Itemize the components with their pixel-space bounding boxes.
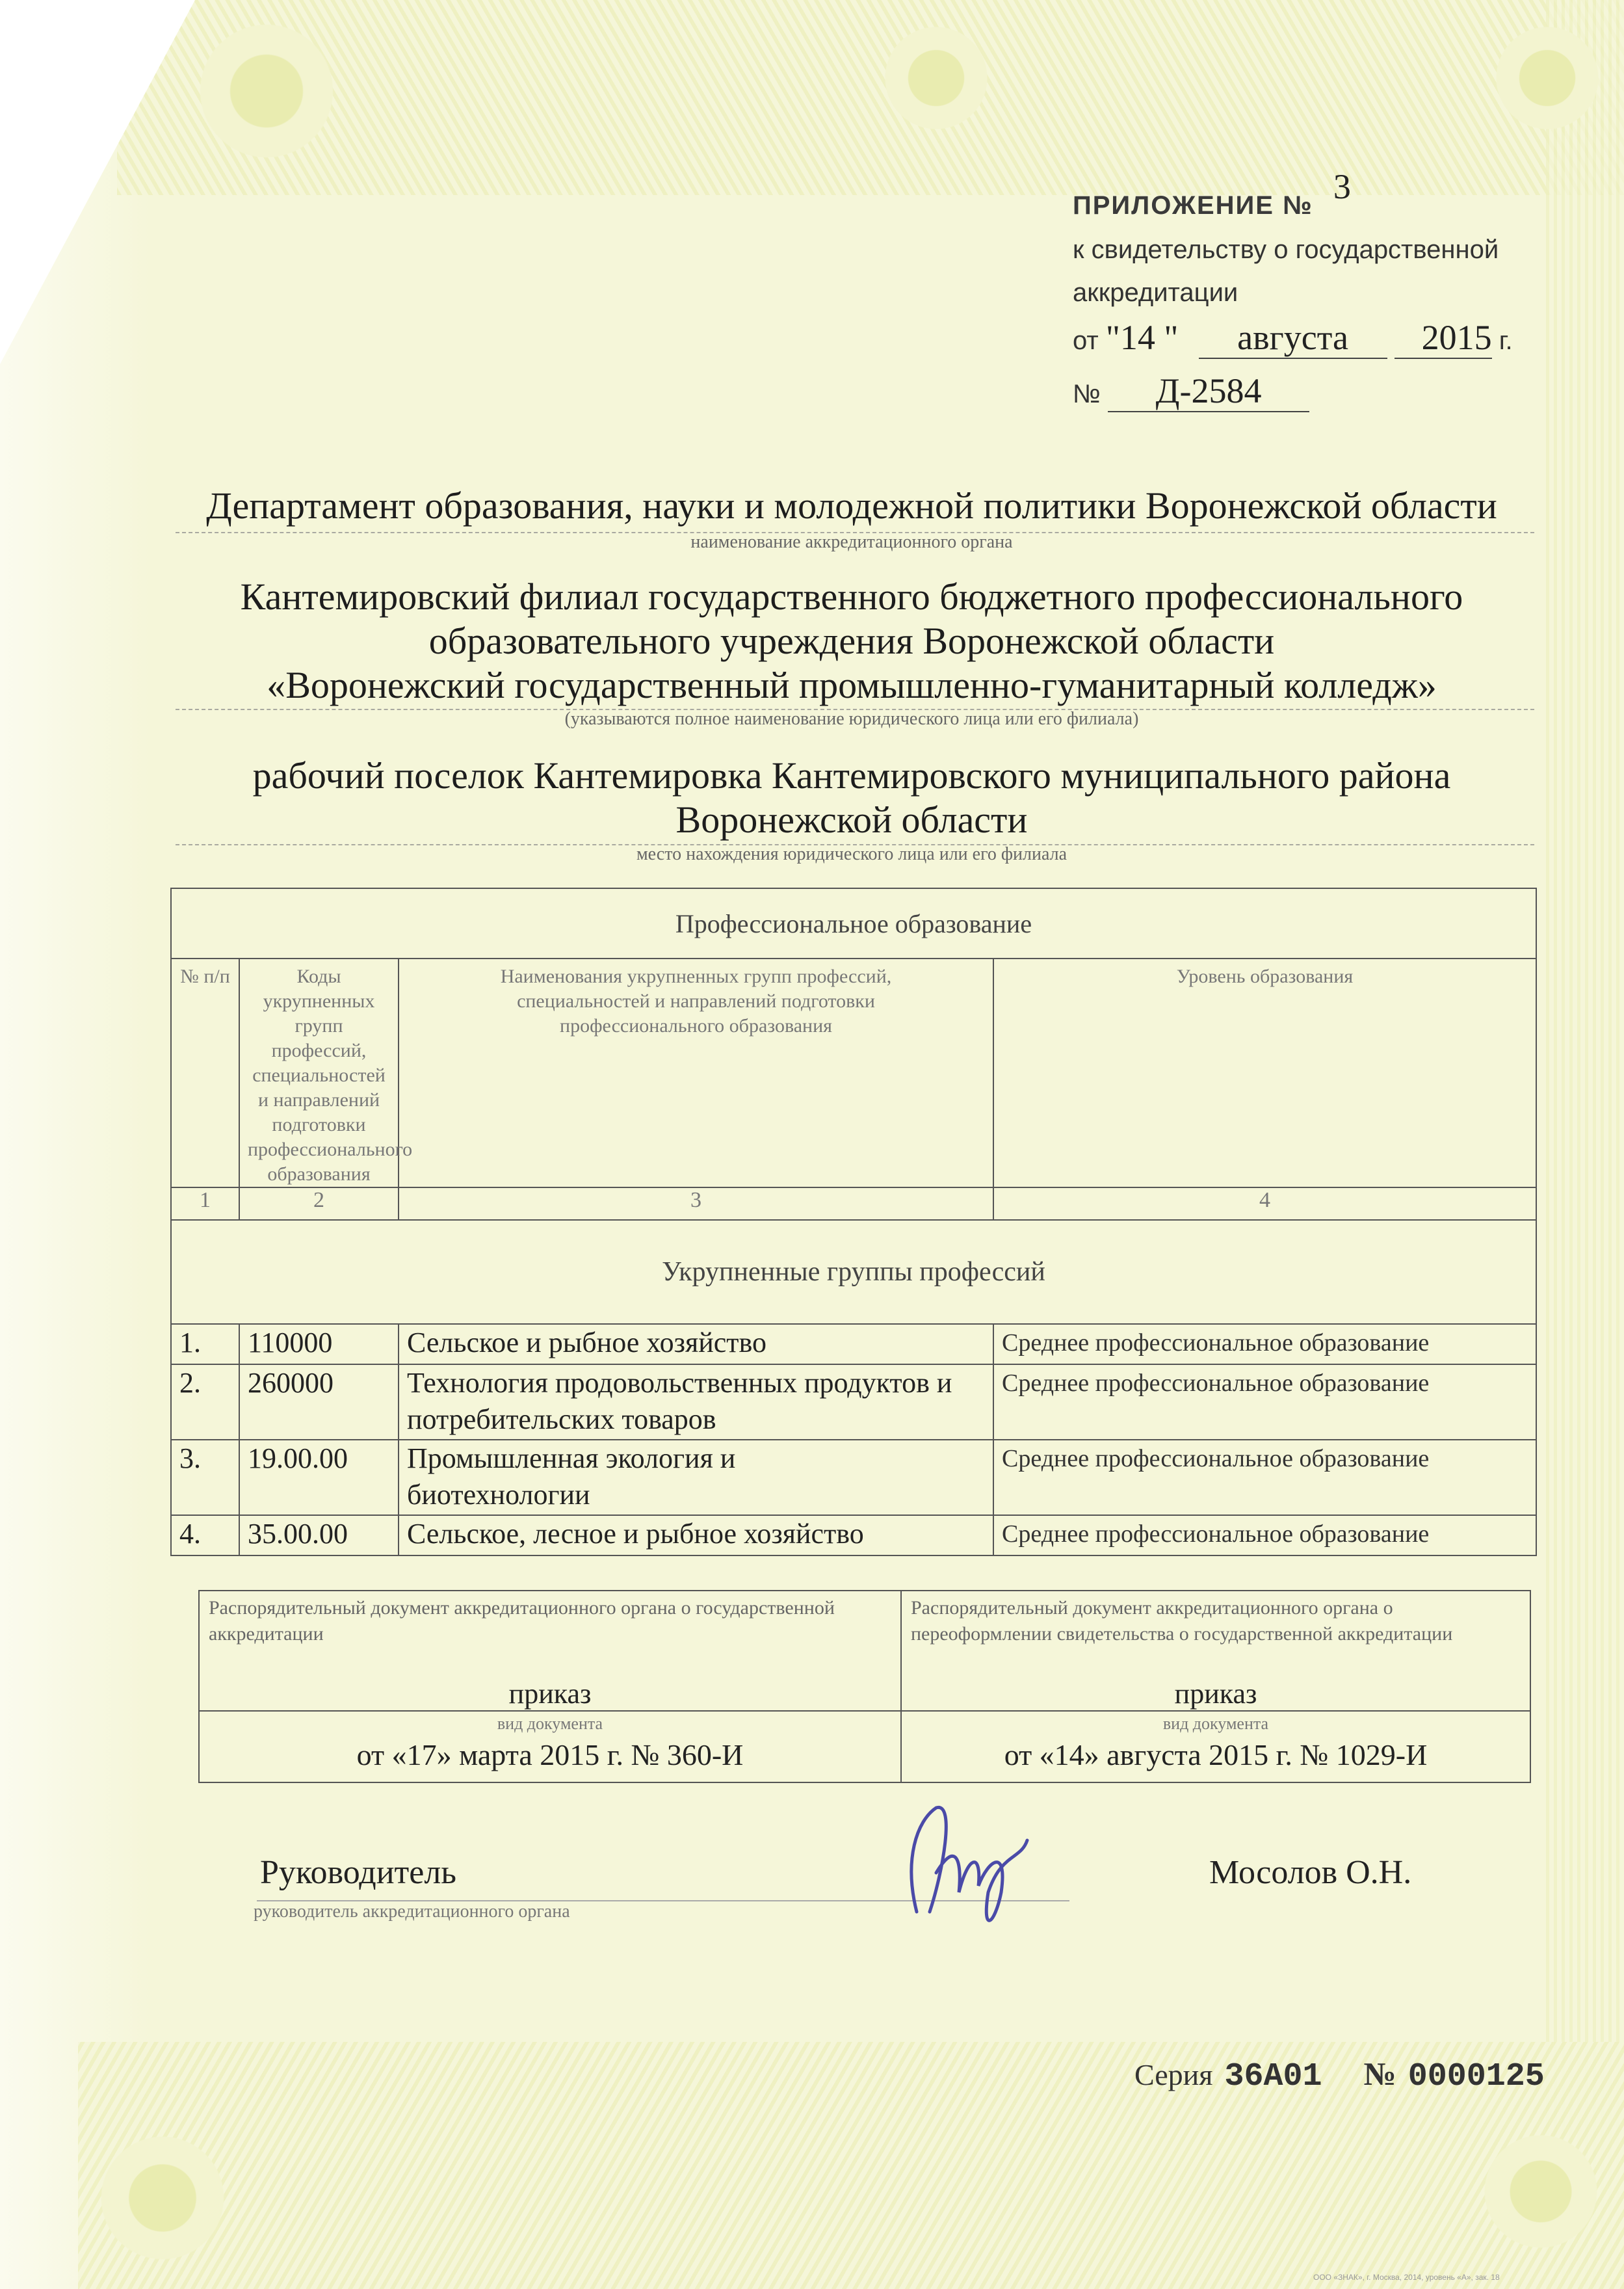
ornament-bottom-right [1469,2120,1612,2263]
documents-table [198,1590,1531,1783]
folded-corner [0,0,195,364]
documents-bottom-row [199,1711,1530,1782]
authority-name: Департамент образования, науки и молодежной политики Воронежской области [206,484,1497,527]
row-name: Сельское и рыбное хозяйство [399,1324,993,1364]
date-year: 2015 [1395,317,1492,359]
header-level: Уровень образования [993,959,1536,1187]
table-row [171,1364,1536,1440]
row-code: 19.00.00 [239,1440,399,1515]
row-number: 3. [171,1440,239,1515]
row-name: Технология продовольственных продуктов и потребительских товаров [399,1364,993,1440]
left-document-title: Распорядительный документ аккредитационного органа о государственной аккредитации [209,1597,835,1645]
organization-caption: (указываются полное наименование юридического лица или его филиала) [564,709,1139,729]
table-row [171,1515,1536,1555]
date-year-suffix: г. [1499,326,1513,355]
table-header-row [171,959,1536,1187]
organization-line2: образовательного учреждения Воронежской области [428,620,1275,662]
header-codes: Коды укрупненных групп профессий, специальностей и направлений подготовки профессионального образования [239,959,399,1187]
right-document-date: от «14» августа 2015 г. № 1029-И [1004,1738,1428,1771]
date-month: августа [1199,317,1387,359]
section-title: Укрупненные группы профессий [171,1220,1536,1324]
ornament-top-right [1482,13,1612,143]
column-number-1: 1 [171,1187,239,1220]
left-type-caption: вид документа [497,1714,603,1733]
appendix-line2: аккредитации [1073,278,1238,307]
row-name: Промышленная экология и биотехнологии [399,1440,993,1515]
programs-table [170,888,1537,1556]
table-row [171,1440,1536,1515]
right-document-title: Распорядительный документ аккредитационного органа о переоформлении свидетельства о государственной аккредитации [911,1597,1453,1645]
location-caption: место нахождения юридического лица или его филиала [636,844,1067,864]
series-number-label: № [1363,2056,1396,2092]
cert-number-prefix: № [1073,380,1101,408]
location-line1: рабочий поселок Кантемировка Кантемировского муниципального района [252,754,1451,797]
left-document-date: от «17» марта 2015 г. № 360-И [356,1738,744,1771]
left-document-date-cell [199,1711,901,1782]
row-code: 35.00.00 [239,1515,399,1555]
cert-number: Д-2584 [1108,371,1309,412]
appendix-line1: к свидетельству о государственной [1073,235,1499,264]
ornament-top-left [182,7,351,176]
location-line2: Воронежской области [675,799,1028,841]
signatory-role: Руководитель [260,1854,456,1891]
ornament-bottom-left [85,2120,241,2276]
header-number: № п/п [171,959,239,1187]
row-code: 260000 [239,1364,399,1440]
section-row [171,1220,1536,1324]
authority-caption: наименование аккредитационного органа [690,532,1013,552]
printer-imprint: ООО «ЗНАК», г. Москва, 2014, уровень «А», зак. 18 [1313,2273,1500,2282]
row-level: Среднее профессиональное образование [993,1324,1536,1364]
series-value: 36А01 [1224,2058,1322,2095]
row-name: Сельское, лесное и рыбное хозяйство [399,1515,993,1555]
signature-handwritten [897,1782,1066,1938]
row-number: 2. [171,1364,239,1440]
date-day: "14 " [1105,318,1179,357]
appendix-label: ПРИЛОЖЕНИЕ № [1073,191,1313,220]
table-title: Профессиональное образование [171,888,1536,959]
organization-line1: Кантемировский филиал государственного бюджетного профессионального [240,576,1463,618]
ornament-top-center [871,13,1001,143]
row-number: 1. [171,1324,239,1364]
table-title-row [171,888,1536,959]
row-level: Среднее профессиональное образование [993,1440,1536,1515]
row-number: 4. [171,1515,239,1555]
documents-top-row [199,1591,1530,1711]
left-document-type: приказ [508,1678,592,1710]
table-row [171,1324,1536,1364]
header-names: Наименования укрупненных групп профессий, специальностей и направлений подготовки профессионального образования [399,959,993,1187]
row-level: Среднее профессиональное образование [993,1364,1536,1440]
appendix-number: 3 [1333,167,1351,206]
row-level: Среднее профессиональное образование [993,1515,1536,1555]
signatory-role-caption: руководитель аккредитационного органа [254,1901,570,1922]
date-prefix: от [1073,326,1099,355]
right-guilloche-border [1546,0,1624,2289]
right-document-cell [901,1591,1530,1711]
signatory-name: Мосолов О.Н. [1209,1854,1412,1891]
row-code: 110000 [239,1324,399,1364]
series-number: 0000125 [1408,2058,1545,2095]
right-document-date-cell [901,1711,1530,1782]
column-number-row [171,1187,1536,1220]
series-label: Серия [1134,2058,1213,2091]
series-block [1134,2055,1545,2095]
column-number-3: 3 [399,1187,993,1220]
right-document-type: приказ [1174,1678,1257,1710]
column-number-4: 4 [993,1187,1536,1220]
right-type-caption: вид документа [1162,1714,1269,1733]
column-number-2: 2 [239,1187,399,1220]
organization-line3: «Воронежский государственный промышленно-гуманитарный колледж» [267,664,1437,706]
left-document-cell [199,1591,901,1711]
